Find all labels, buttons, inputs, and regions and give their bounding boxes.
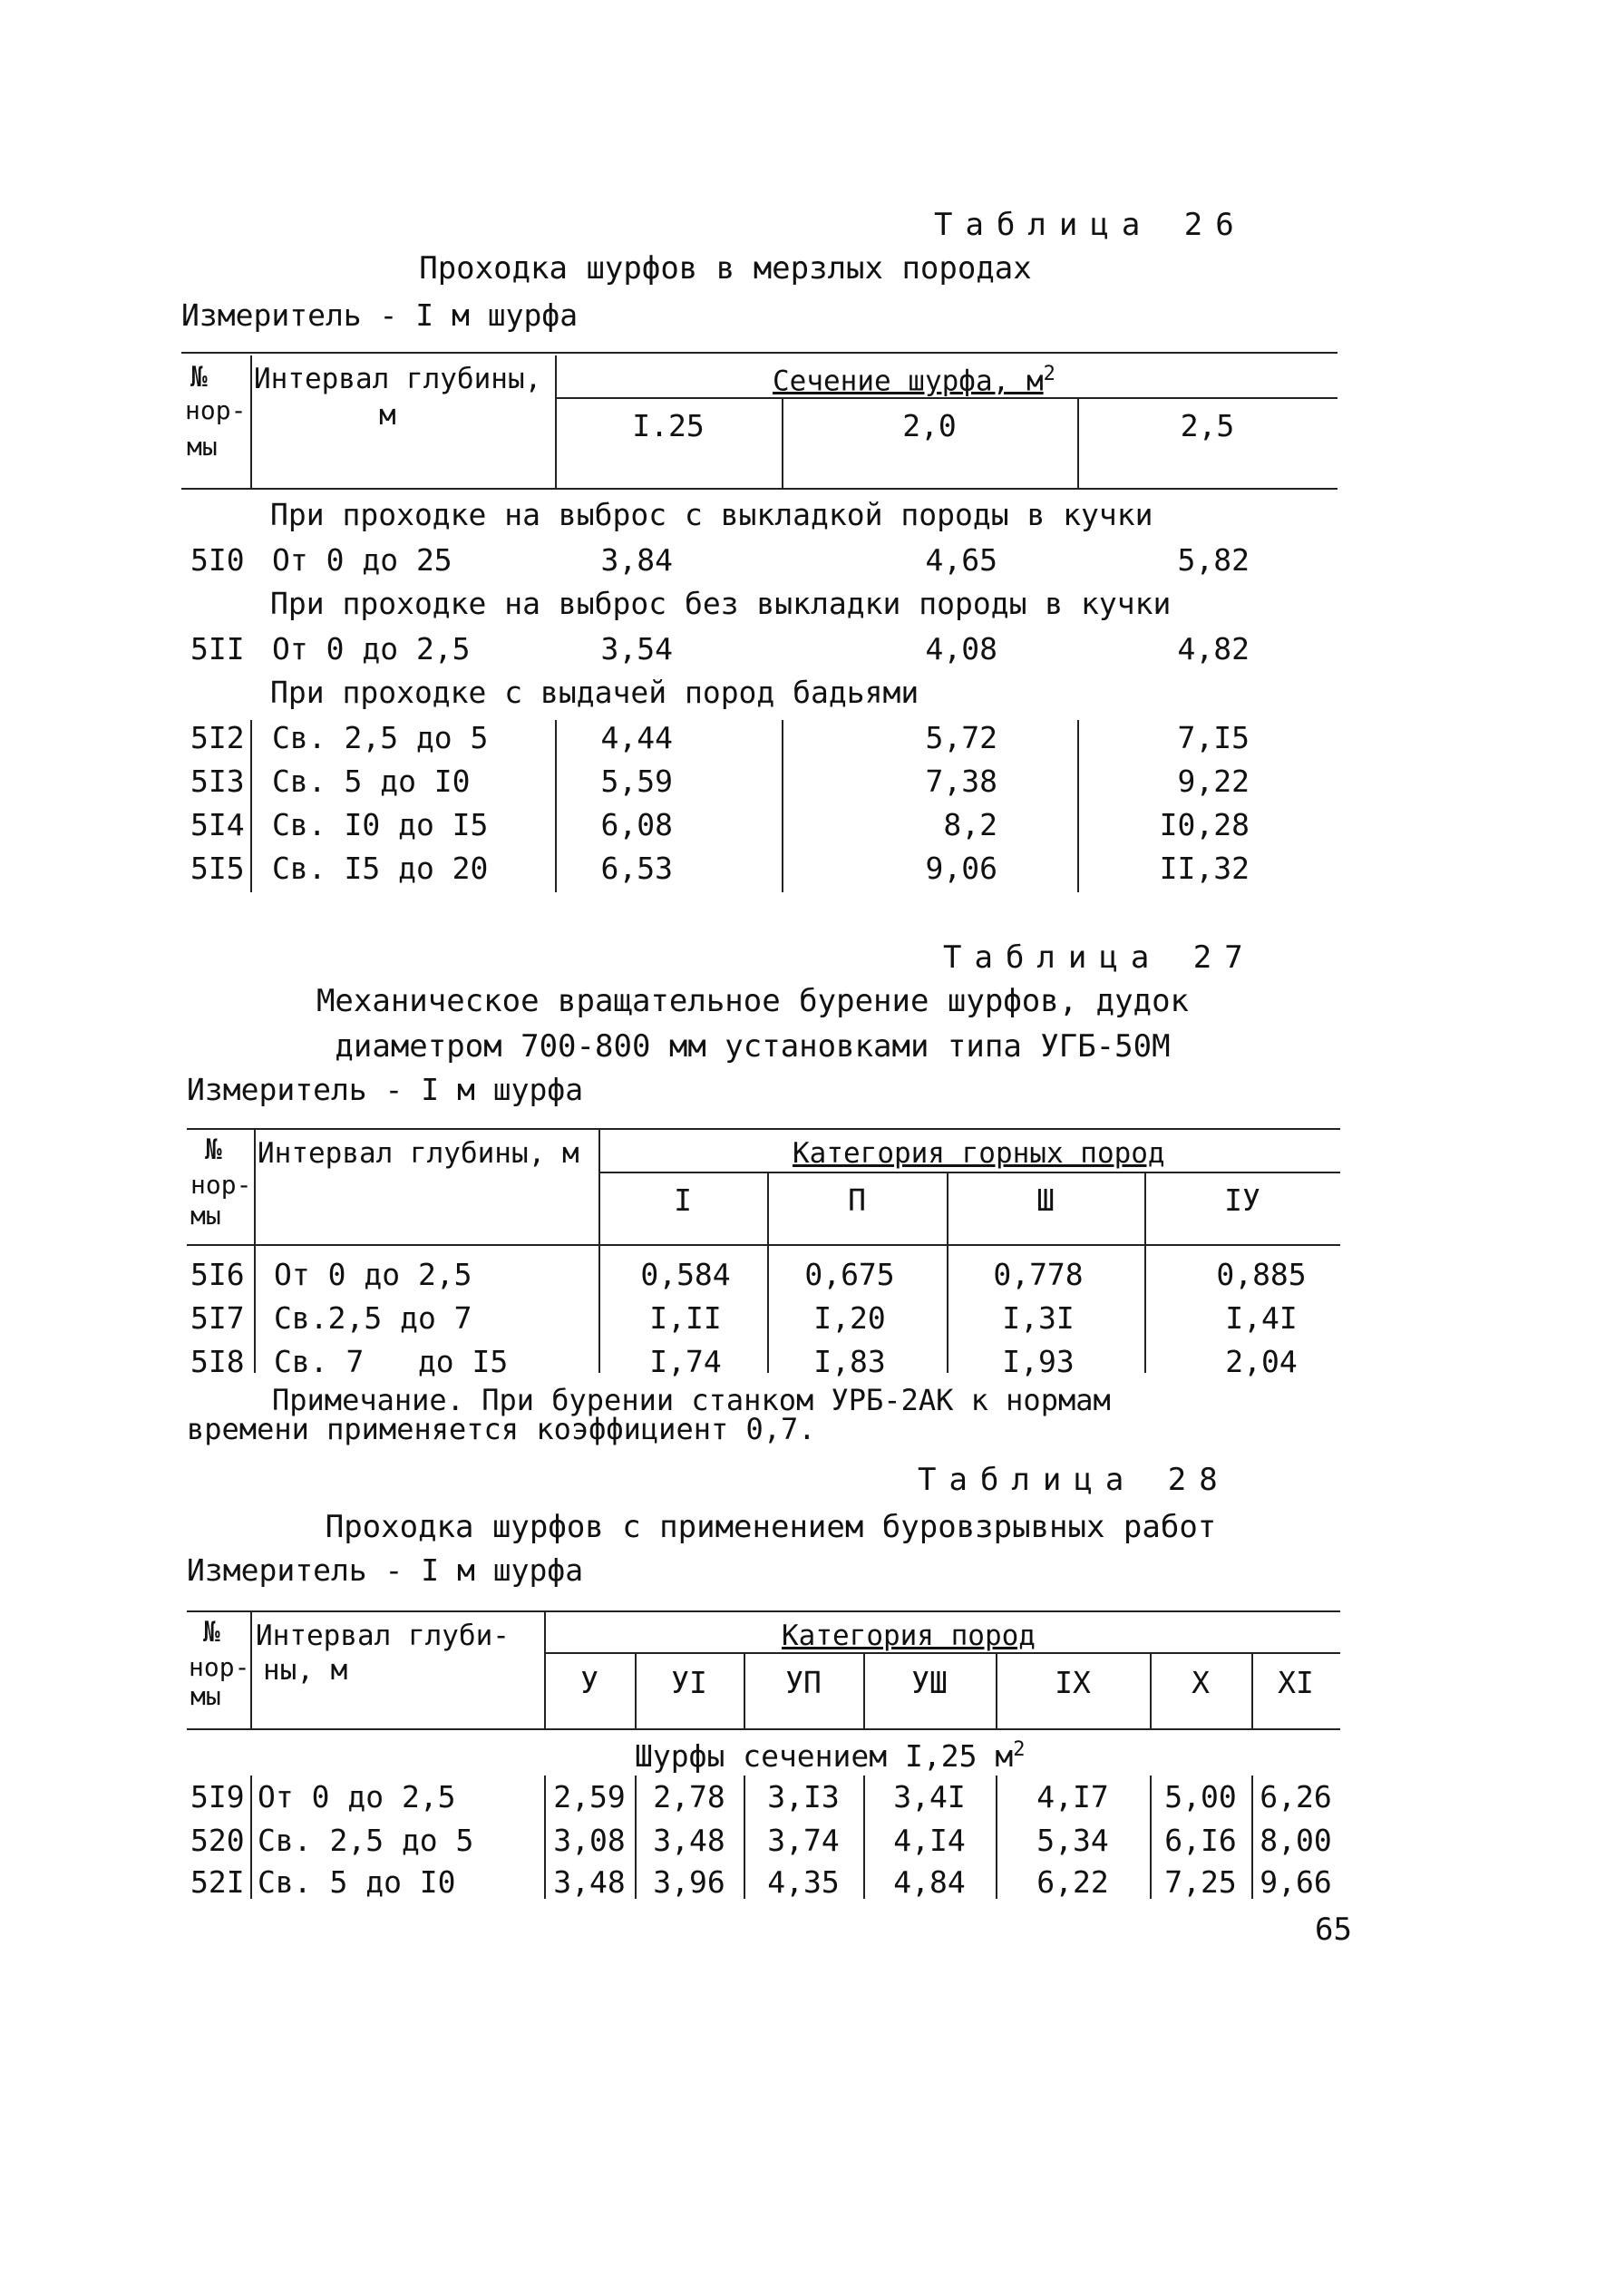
row-interval: Св. I0 до I5 <box>272 807 489 842</box>
row-no: 5I4 <box>190 807 245 842</box>
row-value: 4,82 <box>1177 631 1250 666</box>
row-no: 5II <box>190 631 245 666</box>
row-interval: От 0 до 2,5 <box>272 631 471 666</box>
row-value: 4,65 <box>925 542 997 578</box>
table-28-subheader: Шурфы сечением I,25 $м^2$ <box>635 1738 1026 1774</box>
group-label: При проходке с выдачей пород бадьями <box>270 675 919 710</box>
row-interval: Св. I5 до 20 <box>272 851 489 886</box>
row-value: 5,00 <box>1164 1779 1237 1814</box>
row-value: 3,I3 <box>767 1779 840 1814</box>
row-value: 6,26 <box>1260 1779 1332 1814</box>
row-value: 7,I5 <box>1177 720 1250 755</box>
hdr-category: Категория пород <box>782 1620 1036 1652</box>
table-27-note-line2: времени применяется коэффициент 0,7. <box>187 1412 816 1446</box>
row-interval: Св. 5 до I0 <box>272 764 471 799</box>
row-value: 6,08 <box>600 807 673 842</box>
table-28-title: Проходка шурфов с применением буровзрывных работ <box>325 1509 1217 1545</box>
row-value: 7,25 <box>1164 1864 1237 1900</box>
row-value: 6,I6 <box>1164 1823 1237 1858</box>
group-label: При проходке на выброс без выкладки породы в кучки <box>270 586 1172 621</box>
row-value: 7,38 <box>925 764 997 799</box>
col-header: IX <box>1055 1665 1091 1700</box>
row-value: 9,22 <box>1177 764 1250 799</box>
row-no: 5I7 <box>190 1300 245 1336</box>
row-value: 4,44 <box>600 720 673 755</box>
row-value: 3,84 <box>600 542 673 578</box>
row-value: 5,59 <box>600 764 673 799</box>
row-value: 3,96 <box>653 1864 725 1900</box>
row-value: 6,22 <box>1036 1864 1109 1900</box>
row-value: 2,78 <box>653 1779 725 1814</box>
row-interval: От 0 до 2,5 <box>258 1779 456 1814</box>
hdr-no-symbol: № <box>190 361 208 394</box>
row-interval: Св.2,5 до 7 <box>274 1300 472 1336</box>
row-value: I,83 <box>813 1344 886 1379</box>
row-no: 5I3 <box>190 764 245 799</box>
row-interval: От 0 до 2,5 <box>274 1257 472 1292</box>
hdr-no-line3: мы <box>187 432 218 462</box>
row-no: 5I6 <box>190 1257 245 1292</box>
row-value: 5,72 <box>925 720 997 755</box>
col-header: 2,0 <box>902 408 957 443</box>
row-value: 6,53 <box>600 851 673 886</box>
row-value: I,3I <box>1002 1300 1075 1336</box>
row-value: 3,54 <box>600 631 673 666</box>
row-value: 8,00 <box>1260 1823 1332 1858</box>
row-value: 3,4I <box>893 1779 966 1814</box>
table-26-title: Проходка шурфов в мерзлых породах <box>419 250 1032 287</box>
row-interval: Св. 2,5 до 5 <box>258 1823 474 1858</box>
hdr-interval-line2: ны, м <box>263 1654 348 1687</box>
row-interval: Св. 5 до I0 <box>258 1864 456 1900</box>
row-value: 4,I4 <box>893 1823 966 1858</box>
col-header: У <box>580 1665 598 1700</box>
row-interval: Св. 2,5 до 5 <box>272 720 489 755</box>
col-header: IУ <box>1224 1182 1260 1218</box>
col-header: П <box>848 1182 866 1218</box>
row-value: 5,34 <box>1036 1823 1109 1858</box>
row-value: 3,74 <box>767 1823 840 1858</box>
table-27-title-line1: Механическое вращательное бурение шурфов, дудок <box>316 983 1190 1019</box>
col-header: I.25 <box>632 408 705 443</box>
page-number: 65 <box>1315 1912 1352 1948</box>
row-no: 5I8 <box>190 1344 245 1379</box>
row-value: II,32 <box>1159 851 1250 886</box>
hdr-interval-line1: Интервал глуби- <box>256 1620 510 1652</box>
row-value: I,4I <box>1225 1300 1298 1336</box>
row-no: 5I2 <box>190 720 245 755</box>
col-header: УШ <box>911 1665 948 1700</box>
row-value: 8,2 <box>943 807 997 842</box>
row-value: I0,28 <box>1159 807 1250 842</box>
row-value: I,II <box>649 1300 722 1336</box>
col-header: 2,5 <box>1180 408 1235 443</box>
hdr-section: Сечение шурфа, $м^2$ <box>773 363 1055 398</box>
hdr-interval: Интервал глубины, <box>254 363 542 395</box>
row-value: 2,04 <box>1225 1344 1298 1379</box>
col-header: УП <box>785 1665 822 1700</box>
row-value: 3,48 <box>653 1823 725 1858</box>
row-value: I,74 <box>649 1344 722 1379</box>
table-27-label: Таблица 27 <box>943 939 1256 976</box>
col-header: X <box>1192 1665 1210 1700</box>
table-28-unit: Измеритель - I м шурфа <box>187 1552 584 1588</box>
hdr-category: Категория горных пород <box>793 1137 1165 1170</box>
row-value: 0,778 <box>993 1257 1084 1292</box>
row-value: 9,06 <box>925 851 997 886</box>
row-interval: От 0 до 25 <box>272 542 452 578</box>
hdr-no-line3: мы <box>190 1201 221 1231</box>
hdr-no-line2: нор- <box>185 395 247 425</box>
row-value: I,20 <box>813 1300 886 1336</box>
table-27-title-line2: диаметром 700-800 мм установками типа УГБ-50М <box>335 1028 1171 1065</box>
row-value: 0,885 <box>1216 1257 1307 1292</box>
row-value: 4,35 <box>767 1864 840 1900</box>
table-27-note-line1: Примечание. При бурении станком УРБ-2АК к нормам <box>272 1383 1111 1417</box>
row-no: 5I0 <box>190 542 245 578</box>
row-value: 5,82 <box>1177 542 1250 578</box>
row-value: 4,08 <box>925 631 997 666</box>
row-no: 5I9 <box>190 1779 245 1814</box>
group-label: При проходке на выброс с выкладкой породы в кучки <box>270 497 1153 532</box>
row-value: 0,675 <box>804 1257 895 1292</box>
table-26-label: Таблица 26 <box>934 207 1247 243</box>
row-value: 3,48 <box>553 1864 626 1900</box>
row-no: 5I5 <box>190 851 245 886</box>
col-header: I <box>674 1182 692 1218</box>
table-28-label: Таблица 28 <box>918 1462 1230 1498</box>
row-interval: Св. 7 до I5 <box>274 1344 509 1379</box>
row-value: 4,84 <box>893 1864 966 1900</box>
col-header: Ш <box>1036 1182 1055 1218</box>
row-value: 2,59 <box>553 1779 626 1814</box>
hdr-no-symbol: № <box>205 1133 222 1166</box>
hdr-no-line3: мы <box>190 1681 221 1711</box>
hdr-no-line2: нор- <box>189 1652 250 1682</box>
hdr-no-symbol: № <box>203 1616 220 1649</box>
hdr-interval: Интервал глубины, м <box>258 1137 579 1170</box>
hdr-interval-unit: м <box>379 399 396 432</box>
row-no: 52I <box>190 1864 245 1900</box>
row-value: 3,08 <box>553 1823 626 1858</box>
row-value: 0,584 <box>640 1257 731 1292</box>
table-26-unit: Измеритель - I м шурфа <box>181 297 579 333</box>
row-value: 4,I7 <box>1036 1779 1109 1814</box>
row-value: 9,66 <box>1260 1864 1332 1900</box>
row-value: I,93 <box>1002 1344 1075 1379</box>
table-27-unit: Измеритель - I м шурфа <box>187 1072 584 1107</box>
col-header: XI <box>1278 1665 1314 1700</box>
hdr-no-line2: нор- <box>190 1170 252 1200</box>
row-no: 520 <box>190 1823 245 1858</box>
col-header: УI <box>671 1665 707 1700</box>
